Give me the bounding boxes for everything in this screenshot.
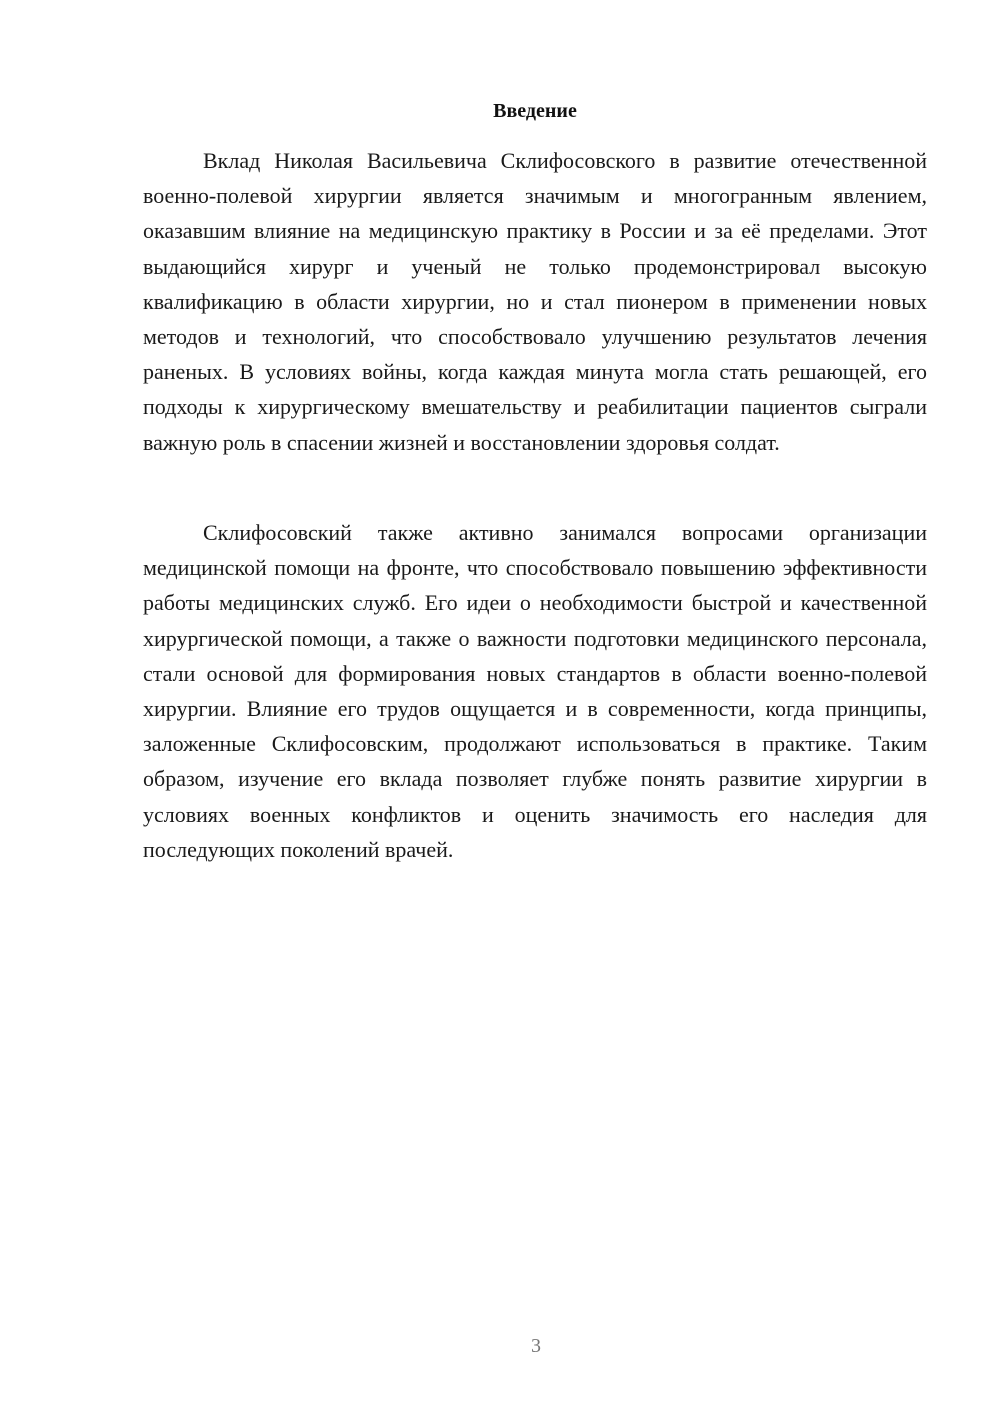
page-number: 3 [531,1335,541,1357]
paragraph-1: Вклад Николая Васильевича Склифосовского в развитие отечественной военно-полевой хирургии является значимым и многогранным явлением, оказавшим влияние на медицинскую практику в России и за её пределами. Этот выдающийся хирург и ученый не только продемонстрировал высокую квалификацию в области хирургии, но и стал пионером в применении новых методов и технологий, что способствовало улучшению результатов лечения раненых. В условиях войны, когда каждая минута могла стать решающей, его подходы к хирургическому вмешательству и реабилитации пациентов сыграли важную роль в спасении жизней и восстановлении здоровья солдат. [143,148,927,455]
section-heading: Введение [493,100,577,122]
paragraph-2: Склифосовский также активно занимался вопросами организации медицинской помощи на фронте, что способствовало повышению эффективности работы медицинских служб. Его идеи о необходимости быстрой и качественной хирургической помощи, а также о важности подготовки медицинского персонала, стали основой для формирования новых стандартов в области военно-полевой хирургии. Влияние его трудов ощущается и в современности, когда принципы, заложенные Склифосовским, продолжают использоваться в практике. Таким образом, изучение его вклада позволяет глубже понять развитие хирургии в условиях военных конфликтов и оценить значимость его наследия для последующих поколений врачей. [143,520,927,862]
